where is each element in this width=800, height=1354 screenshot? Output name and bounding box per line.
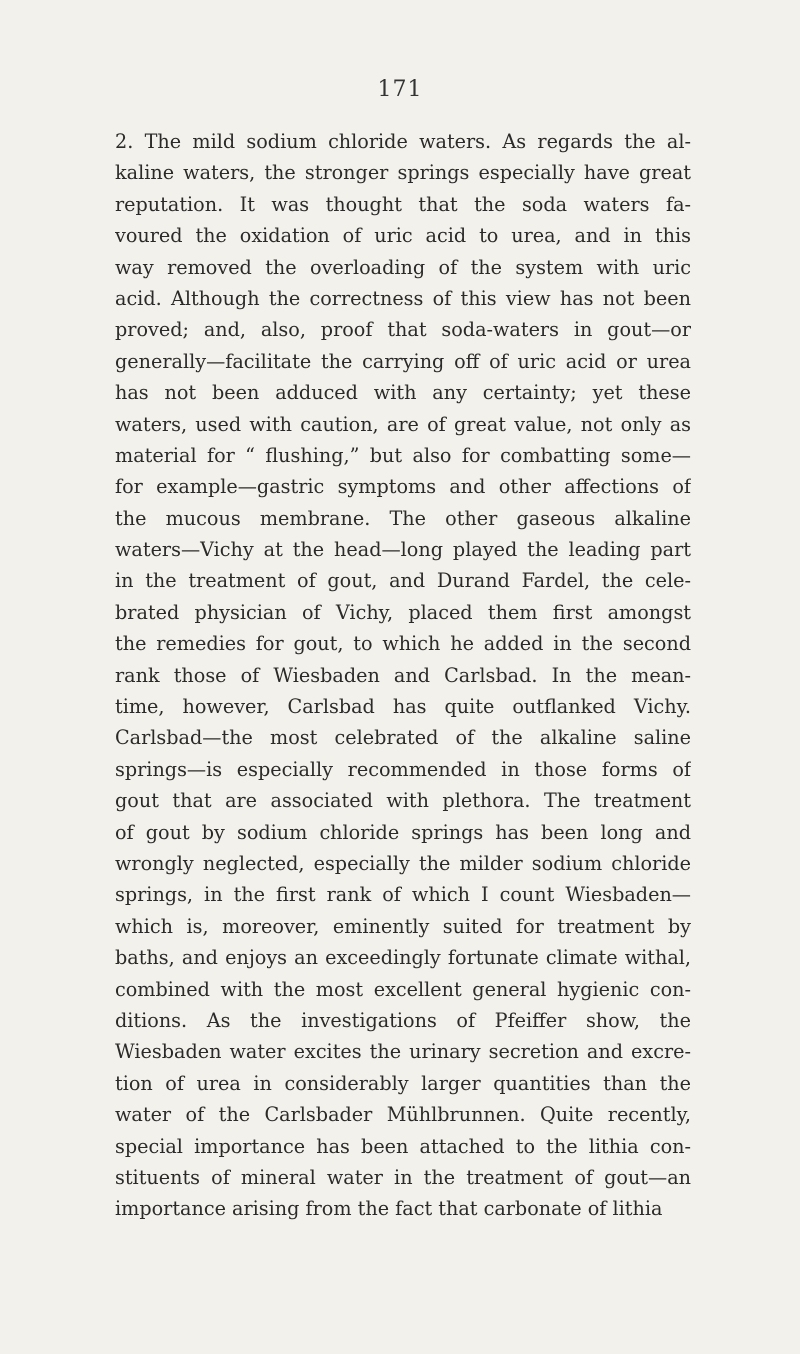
text-line: springs, in the first rank of which I count Wiesbaden— bbox=[115, 883, 691, 907]
text-line: Wiesbaden water excites the urinary secretion and excre- bbox=[115, 1040, 691, 1064]
text-line: the mucous membrane. The other gaseous alkaline bbox=[115, 506, 691, 530]
text-line: voured the oxidation of uric acid to urea, and in this bbox=[115, 224, 691, 248]
text-line: tion of urea in considerably larger quantities than the bbox=[115, 1071, 691, 1095]
body-paragraph bbox=[115, 126, 691, 1225]
page-number: 171 bbox=[377, 77, 423, 102]
text-line: generally—facilitate the carrying off of uric acid or urea bbox=[115, 349, 691, 373]
text-line: for example—gastric symptoms and other affections of bbox=[115, 475, 691, 499]
text-line: which is, moreover, eminently suited for treatment by bbox=[115, 914, 691, 938]
text-line: material for “ flushing,” but also for combatting some— bbox=[115, 443, 691, 467]
text-line: gout that are associated with plethora. The treatment bbox=[115, 789, 691, 813]
text-line: reputation. It was thought that the soda waters fa- bbox=[115, 192, 691, 216]
text-line: 2. The mild sodium chloride waters. As regards the al- bbox=[115, 130, 691, 153]
text-line: of gout by sodium chloride springs has been long and bbox=[115, 820, 691, 844]
text-line: has not been adduced with any certainty; yet these bbox=[115, 381, 691, 405]
text-line: special importance has been attached to the lithia con- bbox=[115, 1134, 691, 1158]
text-line: the remedies for gout, to which he added in the second bbox=[115, 632, 691, 656]
text-line: importance arising from the fact that carbonate of lithia bbox=[115, 1197, 663, 1221]
text-line: water of the Carlsbader Mühlbrunnen. Quite recently, bbox=[115, 1103, 691, 1127]
text-line: ditions. As the investigations of Pfeiffer show, the bbox=[115, 1008, 691, 1032]
text-line: acid. Although the correctness of this view has not been bbox=[115, 286, 691, 310]
text-line: baths, and enjoys an exceedingly fortunate climate withal, bbox=[115, 946, 691, 970]
text-line: proved; and, also, proof that soda-waters in gout—or bbox=[115, 318, 691, 342]
text-line: stituents of mineral water in the treatment of gout—an bbox=[115, 1165, 691, 1189]
text-line: in the treatment of gout, and Durand Fardel, the cele- bbox=[115, 569, 691, 593]
text-line: rank those of Wiesbaden and Carlsbad. In the mean- bbox=[115, 663, 691, 687]
text-line: waters—Vichy at the head—long played the leading part bbox=[115, 538, 691, 562]
text-line: brated physician of Vichy, placed them first amongst bbox=[115, 600, 691, 624]
text-line: combined with the most excellent general hygienic con- bbox=[115, 977, 691, 1001]
text-line: way removed the overloading of the system with uric bbox=[115, 255, 691, 279]
text-line: time, however, Carlsbad has quite outflanked Vichy. bbox=[115, 695, 691, 719]
text-line: wrongly neglected, especially the milder sodium chloride bbox=[115, 851, 691, 875]
text-line: Carlsbad—the most celebrated of the alkaline saline bbox=[115, 726, 691, 750]
text-line: springs—is especially recommended in those forms of bbox=[115, 757, 691, 781]
text-line: kaline waters, the stronger springs especially have great bbox=[115, 161, 691, 185]
text-line: waters, used with caution, are of great value, not only as bbox=[115, 412, 691, 436]
